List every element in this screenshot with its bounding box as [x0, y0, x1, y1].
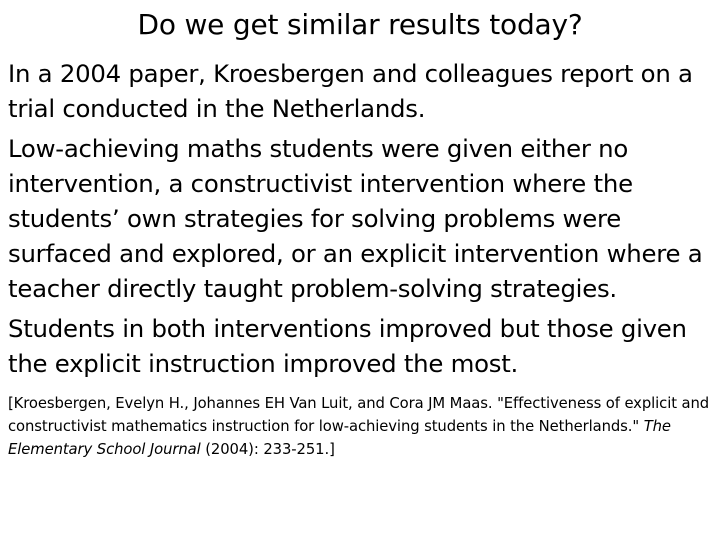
slide-body: [8, 56, 714, 461]
citation-authors-title: [Kroesbergen, Evelyn H., Johannes EH Van Luit, and Cora JM Maas. "Effectiveness of explicit and constructivist mathematics instruction for low-achieving students in the Netherlands.": [8, 395, 710, 435]
paragraph-results: Students in both interventions improved but those given the explicit instruction improved the most.: [8, 314, 687, 378]
citation-year-pages: (2004): 233-251.]: [200, 441, 335, 458]
paragraph-interventions: Low-achieving maths students were given either no intervention, a constructivist intervention where the students’ own strategies for solving problems were surfaced and explored, or an explicit intervention where a teacher directly taught problem-solving strategies.: [8, 134, 703, 303]
paragraph-study-intro: In a 2004 paper, Kroesbergen and colleagues report on a trial conducted in the Netherlands.: [8, 59, 693, 123]
slide-title: Do we get similar results today?: [137, 8, 583, 41]
citation-journal: The Elementary School Journal: [8, 418, 671, 458]
citation: [8, 392, 714, 461]
